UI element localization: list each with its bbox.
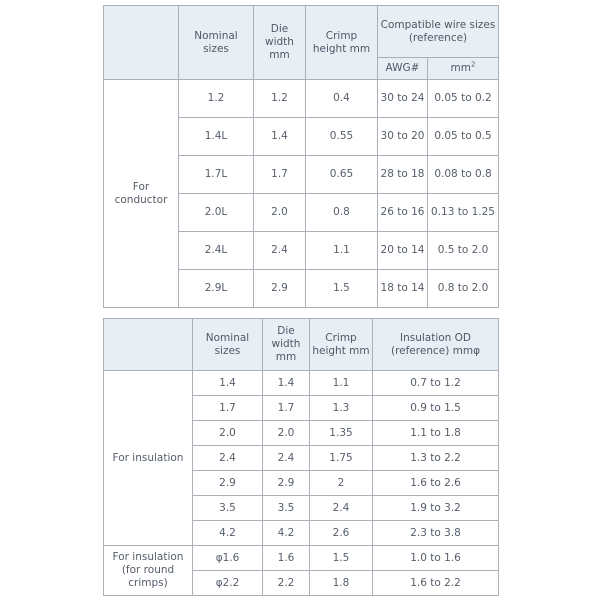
cell-die: 1.6 xyxy=(263,546,310,571)
cell-od: 1.3 to 2.2 xyxy=(373,446,499,471)
group-label-round-crimps: For insulation (for round crimps) xyxy=(104,546,193,596)
insulation-table xyxy=(103,318,499,596)
cell-crimp: 1.35 xyxy=(310,421,373,446)
cell-die: 2.0 xyxy=(254,194,306,232)
header-nominal: Nominal sizes xyxy=(193,319,263,371)
cell-awg: 30 to 24 xyxy=(378,80,428,118)
header-die-width: Die width mm xyxy=(254,6,306,80)
cell-crimp: 1.75 xyxy=(310,446,373,471)
cell-mm2: 0.8 to 2.0 xyxy=(428,270,499,308)
cell-crimp: 2.6 xyxy=(310,521,373,546)
conductor-table xyxy=(103,5,499,308)
cell-od: 1.0 to 1.6 xyxy=(373,546,499,571)
cell-od: 1.1 to 1.8 xyxy=(373,421,499,446)
cell-mm2: 0.05 to 0.5 xyxy=(428,118,499,156)
cell-crimp: 0.65 xyxy=(306,156,378,194)
cell-die: 2.4 xyxy=(263,446,310,471)
cell-od: 2.3 to 3.8 xyxy=(373,521,499,546)
cell-nominal: 2.0 xyxy=(193,421,263,446)
cell-crimp: 1.8 xyxy=(310,571,373,596)
group-label-insulation: For insulation xyxy=(104,371,193,546)
cell-od: 1.6 to 2.6 xyxy=(373,471,499,496)
cell-die: 2.9 xyxy=(254,270,306,308)
cell-crimp: 0.4 xyxy=(306,80,378,118)
header-crimp-height: Crimp height mm xyxy=(306,6,378,80)
cell-die: 2.2 xyxy=(263,571,310,596)
header-compatible-wire: Compatible wire sizes (reference) xyxy=(378,6,499,58)
cell-nominal: 1.7L xyxy=(179,156,254,194)
cell-awg: 18 to 14 xyxy=(378,270,428,308)
table-row xyxy=(104,80,499,118)
cell-crimp: 0.55 xyxy=(306,118,378,156)
cell-die: 1.7 xyxy=(263,396,310,421)
header-nominal: Nominal sizes xyxy=(179,6,254,80)
cell-od: 1.6 to 2.2 xyxy=(373,571,499,596)
cell-nominal: 2.9L xyxy=(179,270,254,308)
cell-od: 1.9 to 3.2 xyxy=(373,496,499,521)
cell-die: 1.7 xyxy=(254,156,306,194)
header-insulation-od: Insulation OD (reference) mmφ xyxy=(373,319,499,371)
cell-awg: 26 to 16 xyxy=(378,194,428,232)
table-row xyxy=(104,546,499,571)
cell-nominal: 4.2 xyxy=(193,521,263,546)
cell-crimp: 1.1 xyxy=(310,371,373,396)
header-mm2: $mm^2$ xyxy=(428,58,499,80)
cell-die: 1.4 xyxy=(254,118,306,156)
cell-nominal: φ2.2 xyxy=(193,571,263,596)
cell-nominal: 1.4L xyxy=(179,118,254,156)
header-die-width: Die width mm xyxy=(263,319,310,371)
cell-crimp: 1.5 xyxy=(306,270,378,308)
header-corner xyxy=(104,6,179,80)
cell-crimp: 1.1 xyxy=(306,232,378,270)
cell-awg: 28 to 18 xyxy=(378,156,428,194)
cell-nominal: 2.4 xyxy=(193,446,263,471)
cell-crimp: 1.3 xyxy=(310,396,373,421)
cell-nominal: 2.0L xyxy=(179,194,254,232)
header-awg: AWG# xyxy=(378,58,428,80)
cell-mm2: 0.5 to 2.0 xyxy=(428,232,499,270)
cell-crimp: 2 xyxy=(310,471,373,496)
cell-awg: 20 to 14 xyxy=(378,232,428,270)
cell-mm2: 0.05 to 0.2 xyxy=(428,80,499,118)
cell-crimp: 0.8 xyxy=(306,194,378,232)
cell-die: 4.2 xyxy=(263,521,310,546)
cell-nominal: 2.9 xyxy=(193,471,263,496)
cell-nominal: 1.7 xyxy=(193,396,263,421)
cell-nominal: φ1.6 xyxy=(193,546,263,571)
cell-die: 1.2 xyxy=(254,80,306,118)
cell-die: 2.0 xyxy=(263,421,310,446)
cell-nominal: 2.4L xyxy=(179,232,254,270)
cell-od: 0.7 to 1.2 xyxy=(373,371,499,396)
cell-die: 1.4 xyxy=(263,371,310,396)
header-crimp-height: Crimp height mm xyxy=(310,319,373,371)
cell-mm2: 0.13 to 1.25 xyxy=(428,194,499,232)
cell-die: 2.4 xyxy=(254,232,306,270)
cell-nominal: 3.5 xyxy=(193,496,263,521)
cell-od: 0.9 to 1.5 xyxy=(373,396,499,421)
cell-nominal: 1.2 xyxy=(179,80,254,118)
cell-crimp: 1.5 xyxy=(310,546,373,571)
cell-die: 3.5 xyxy=(263,496,310,521)
table-row xyxy=(104,371,499,396)
cell-nominal: 1.4 xyxy=(193,371,263,396)
header-corner xyxy=(104,319,193,371)
cell-awg: 30 to 20 xyxy=(378,118,428,156)
cell-die: 2.9 xyxy=(263,471,310,496)
cell-crimp: 2.4 xyxy=(310,496,373,521)
group-label-conductor: For conductor xyxy=(104,80,179,308)
cell-mm2: 0.08 to 0.8 xyxy=(428,156,499,194)
